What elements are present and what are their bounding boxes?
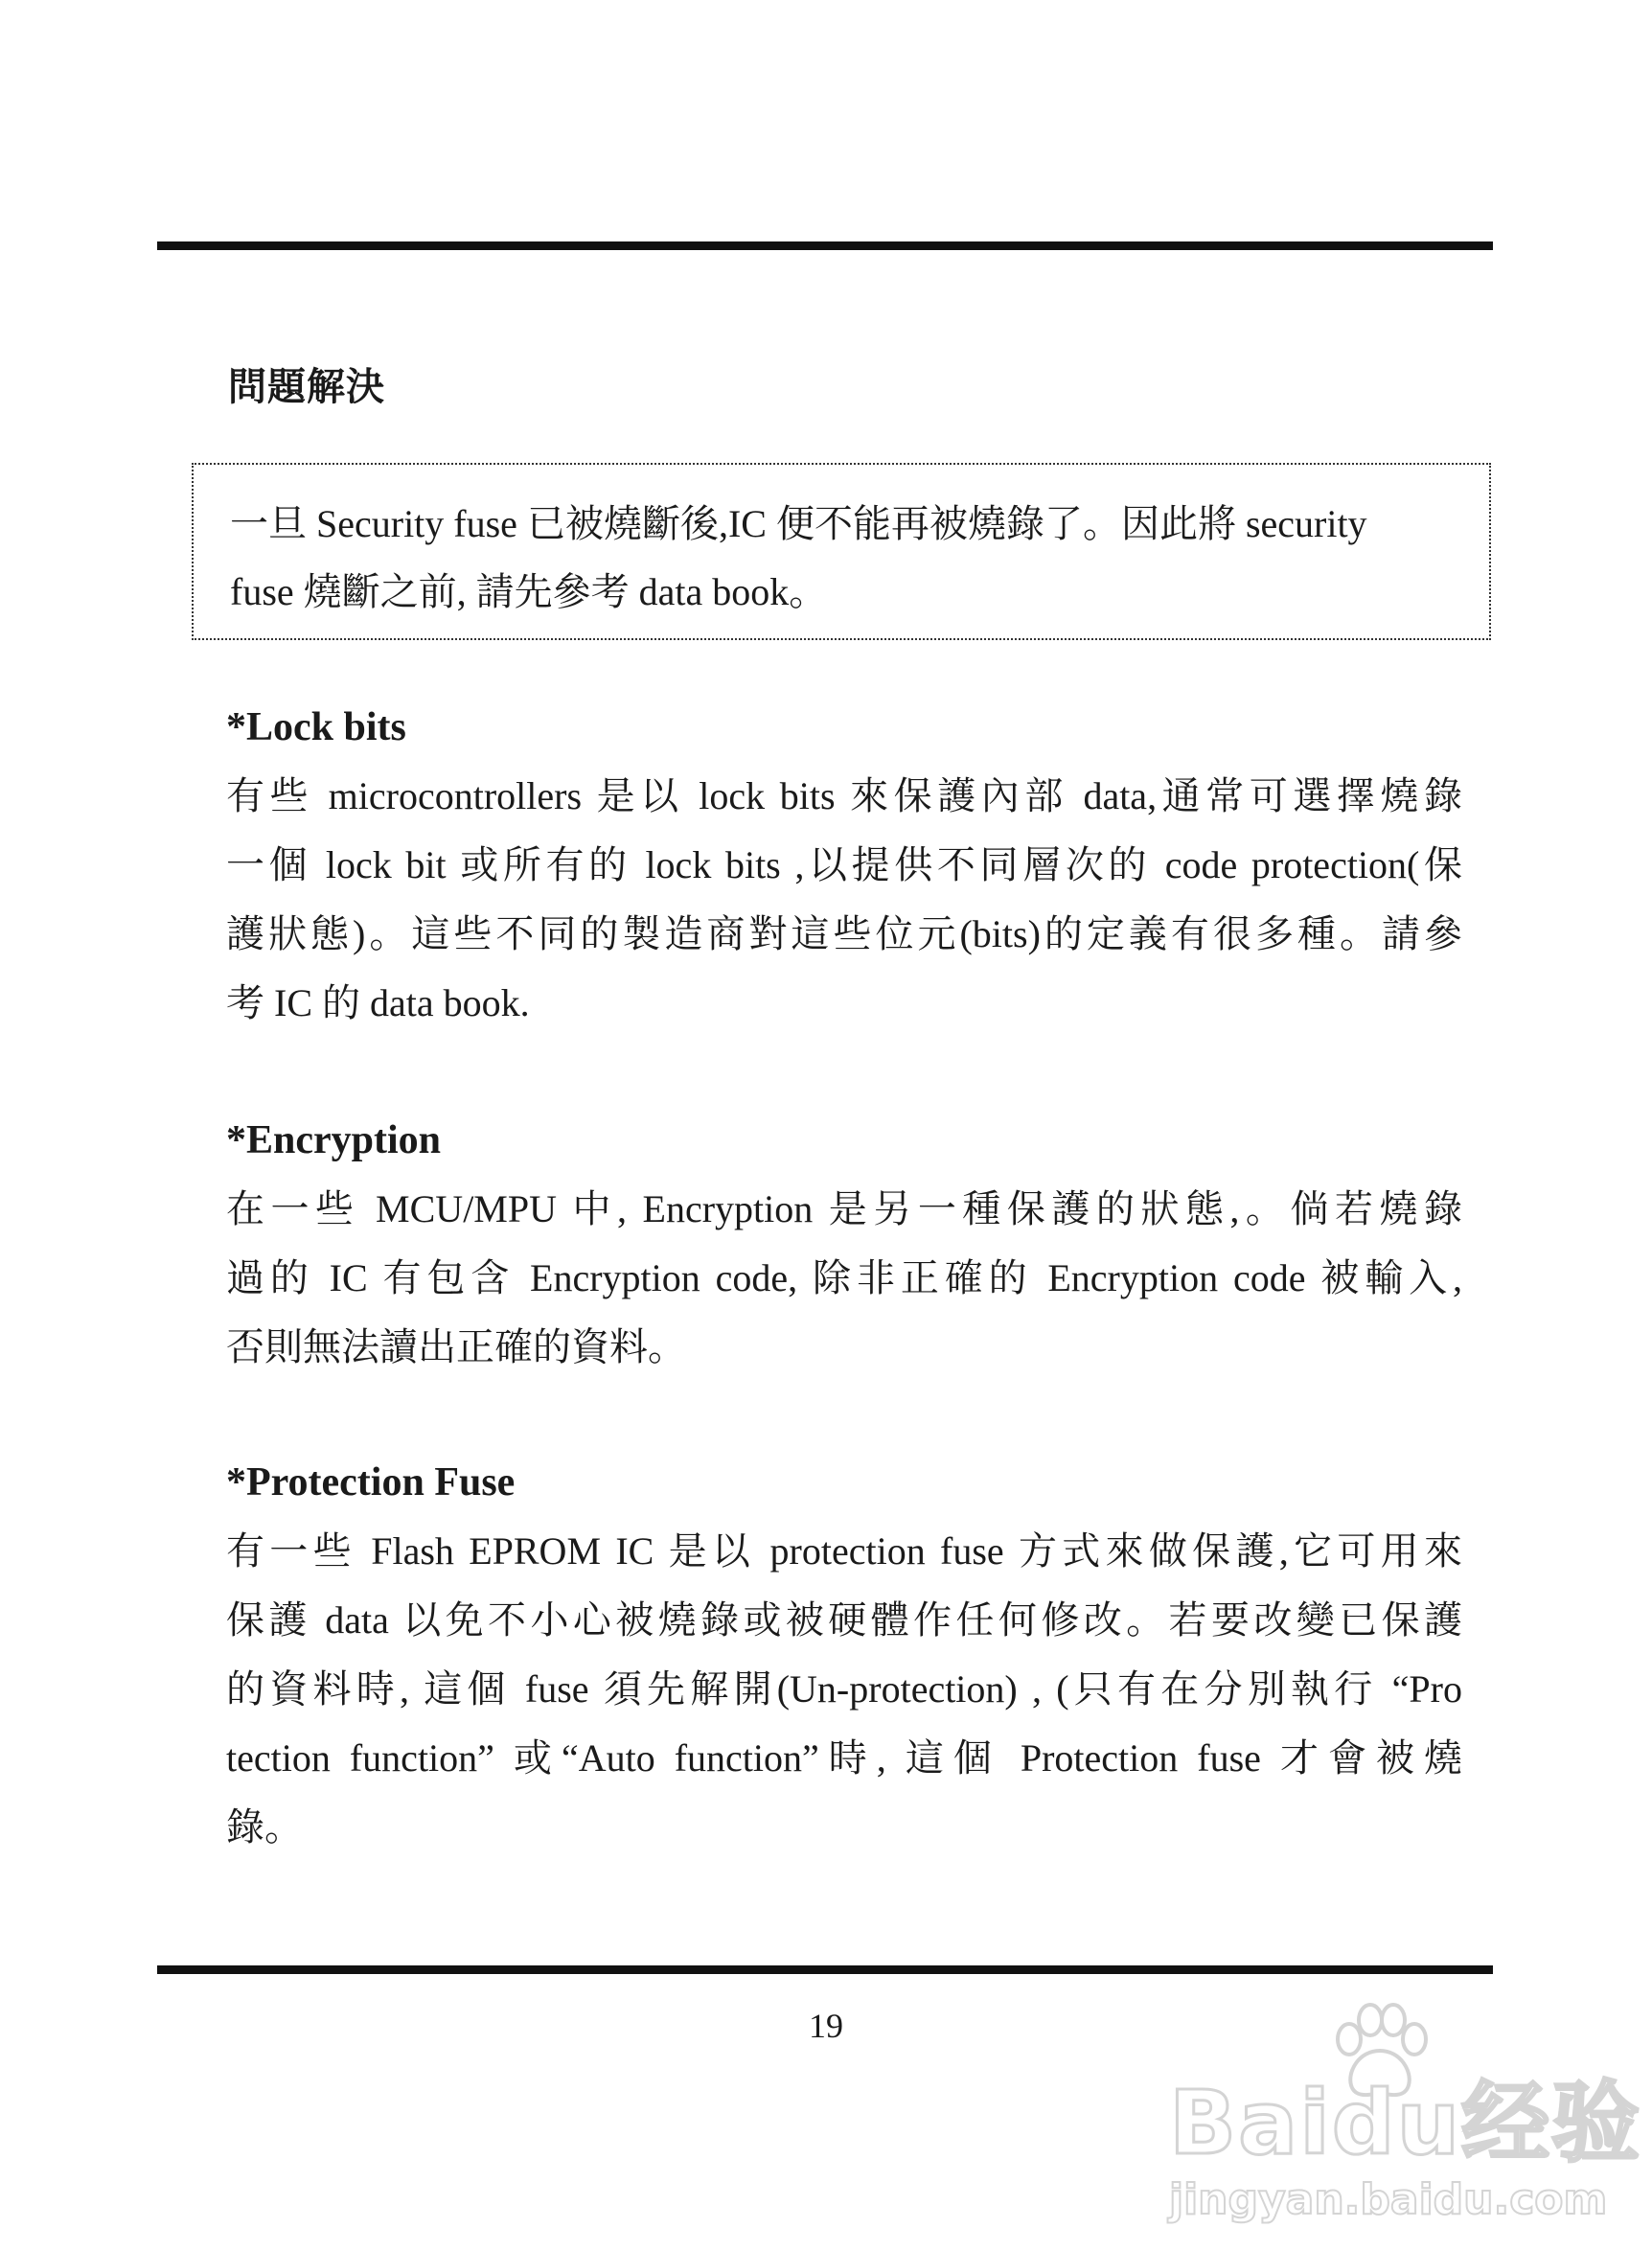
paragraph-line: 的資料時, 這個 fuse 須先解開(Un-protection) , (只有在分別執行 “Pro — [226, 1667, 1462, 1711]
encryption-title: *Encryption — [226, 1118, 442, 1162]
notice-line: fuse 燒斷之前, 請先參考 data book。 — [230, 570, 828, 613]
paragraph-line: 錄。 — [226, 1805, 303, 1849]
paragraph-line: 否則無法讀出正確的資料。 — [226, 1325, 686, 1368]
notice-line: 一旦 Security fuse 已被燒斷後,IC 便不能再被燒錄了。因此將 security — [230, 502, 1367, 545]
paragraph-line: 一個 lock bit 或所有的 lock bits ,以提供不同層次的 code protection(保 — [226, 843, 1462, 886]
lock-bits-section — [226, 693, 1462, 1038]
lock-bits-title: *Lock bits — [226, 705, 406, 749]
encryption-section — [226, 1106, 1462, 1382]
protection-fuse-section — [226, 1448, 1462, 1862]
paragraph-line: 在一些 MCU/MPU 中, Encryption 是另一種保護的狀態,。倘若燒錄 — [226, 1187, 1462, 1230]
protection-fuse-title: *Protection Fuse — [226, 1460, 516, 1504]
paragraph-line: 過的 IC 有包含 Encryption code, 除非正確的 Encryption code 被輸入, — [226, 1256, 1462, 1299]
watermark-logo: Baidu经验 — [1169, 2072, 1642, 2174]
paragraph-line: 保護 data 以免不小心被燒錄或被硬體作任何修改。若要改變已保護 — [226, 1598, 1462, 1642]
baidu-watermark — [1140, 1993, 1642, 2233]
paragraph-line: 護狀態)。這些不同的製造商對這些位元(bits)的定義有很多種。請參 — [226, 912, 1462, 955]
paragraph-line: tection function” 或“Auto function”時, 這個 Protection fuse 才會被燒 — [226, 1736, 1462, 1780]
watermark-url: jingyan.baidu.com — [1169, 2175, 1608, 2224]
top-rule — [157, 241, 1493, 250]
paragraph-line: 考 IC 的 data book. — [226, 981, 530, 1024]
bottom-rule — [157, 1965, 1493, 1974]
notice-box — [192, 463, 1491, 640]
paragraph-line: 有一些 Flash EPROM IC 是以 protection fuse 方式來做保護,它可用來 — [226, 1529, 1462, 1573]
section-heading: 問題解決 — [228, 365, 385, 408]
paragraph-line: 有些 microcontrollers 是以 lock bits 來保護內部 data,通常可選擇燒錄 — [226, 774, 1462, 817]
page-number: 19 — [809, 2007, 843, 2045]
